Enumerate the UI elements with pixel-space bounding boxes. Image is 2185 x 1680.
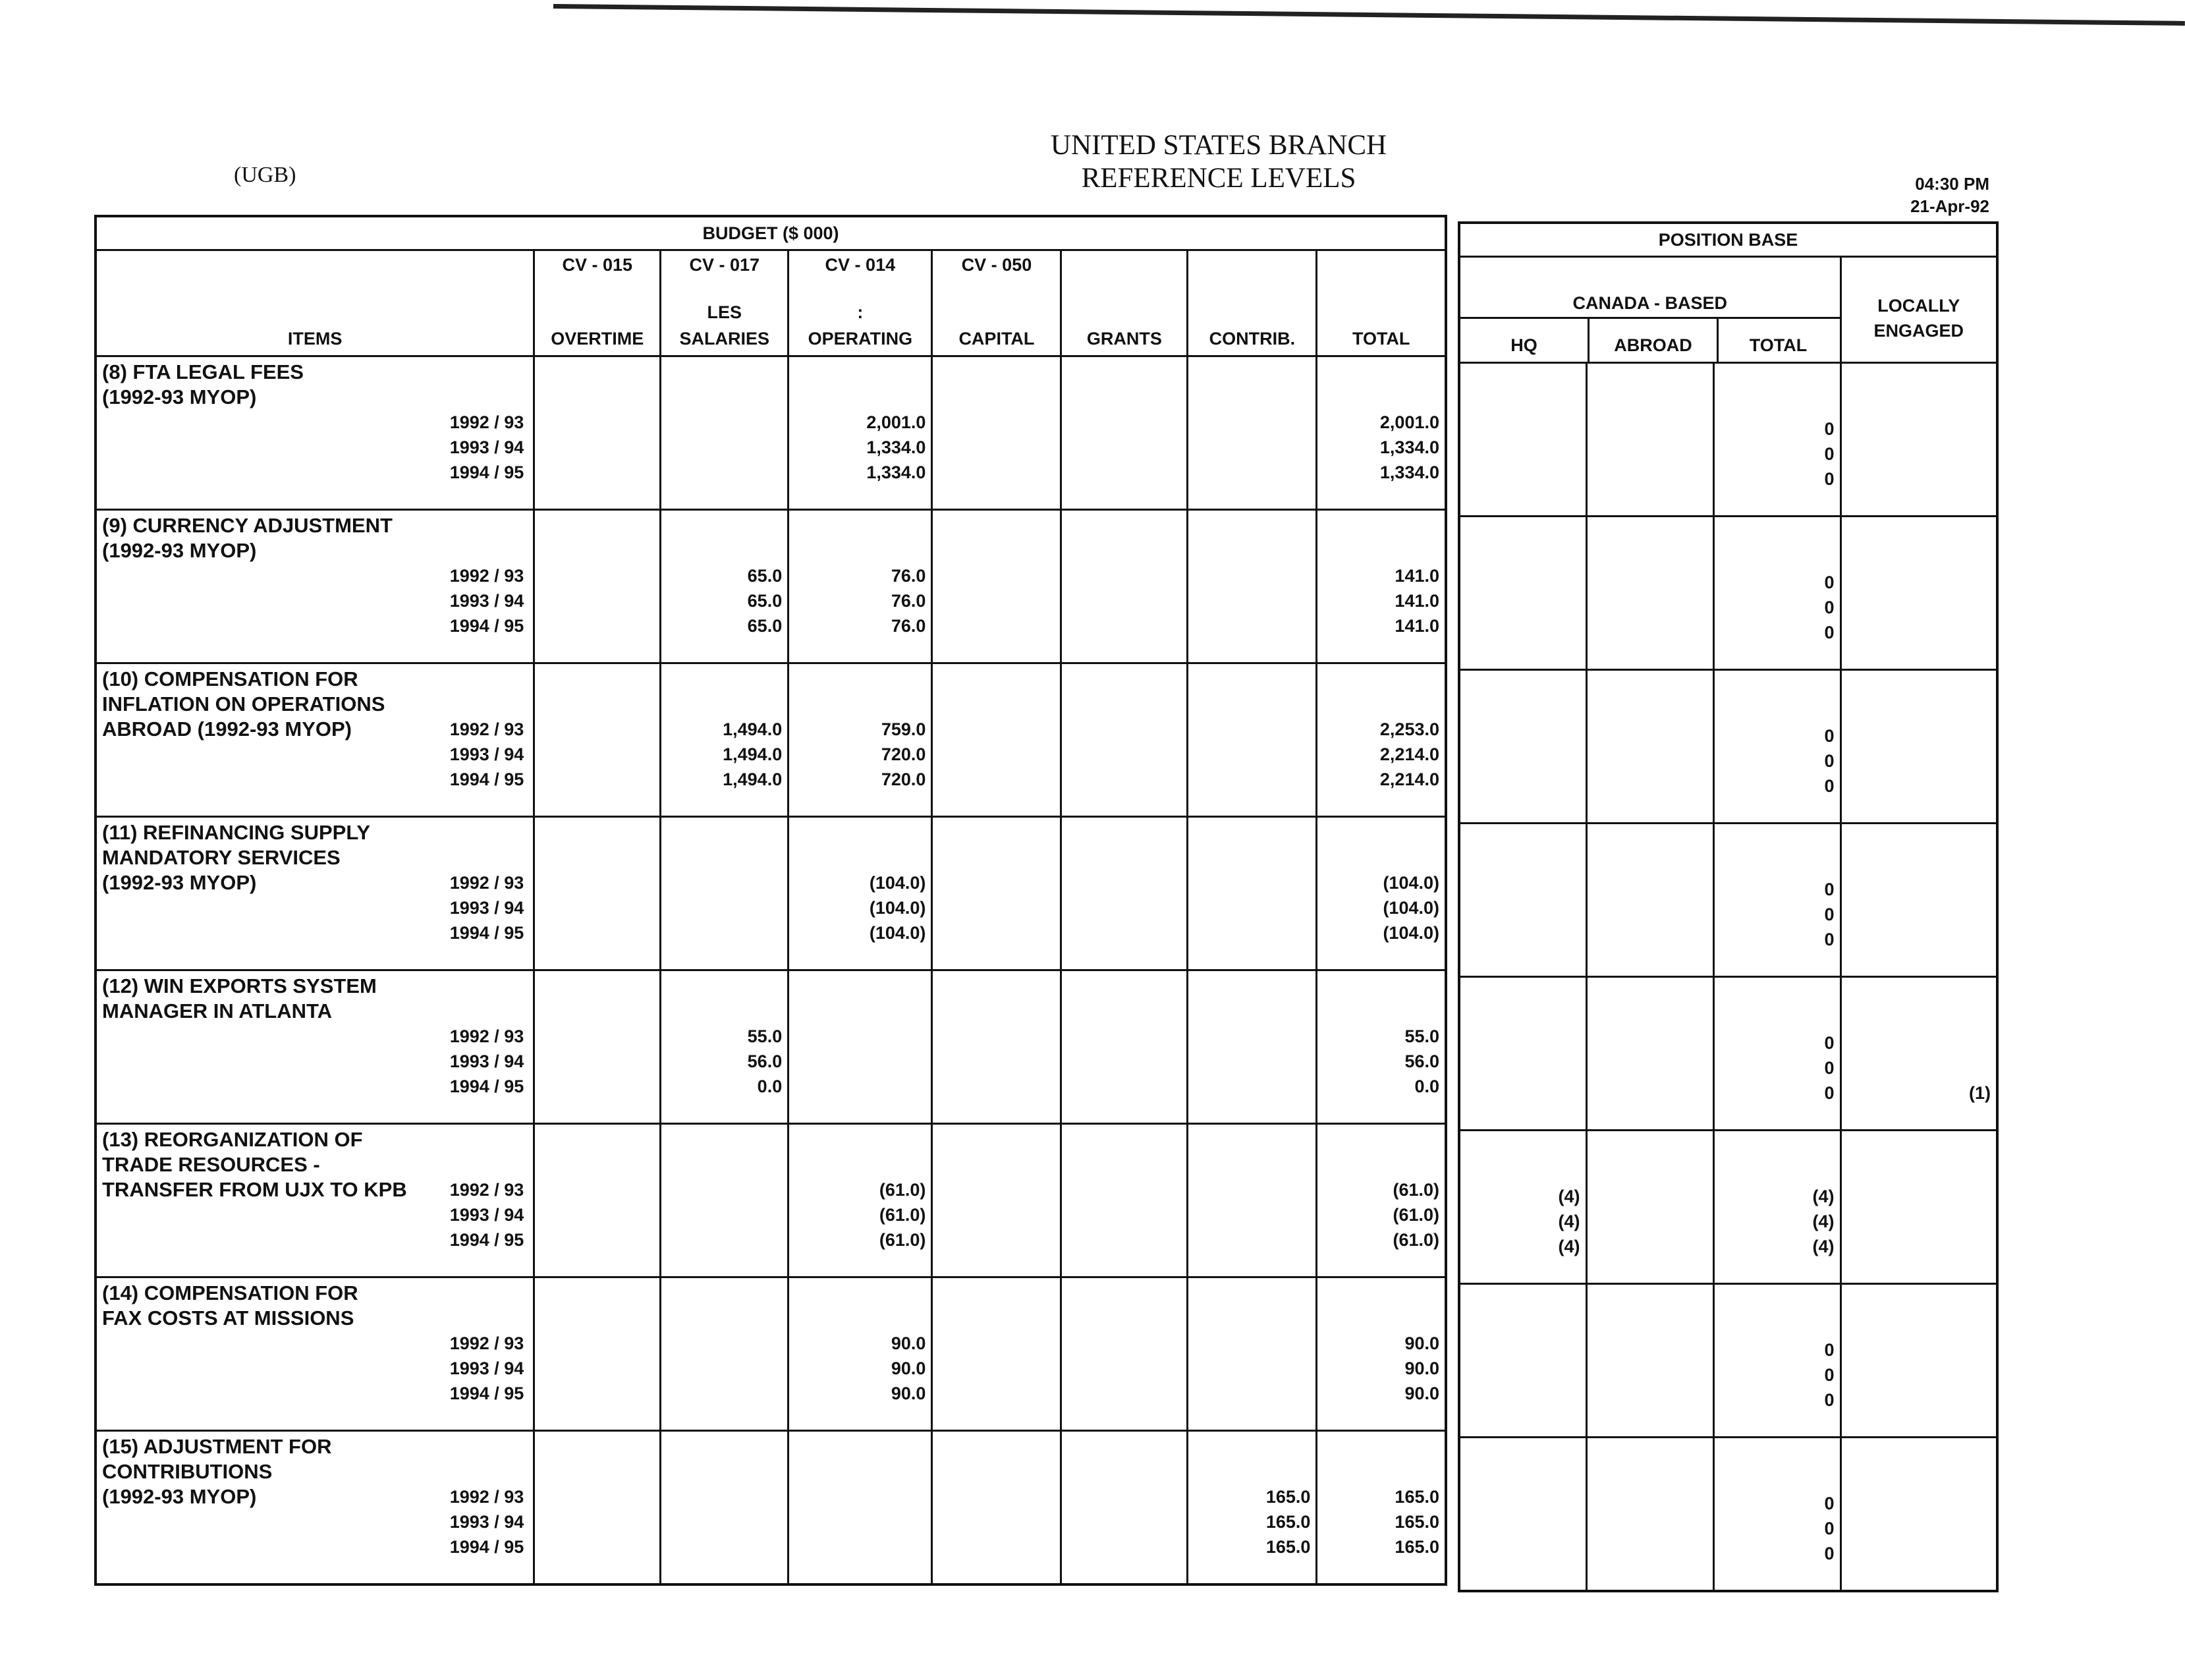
col-label: CAPITAL: [958, 329, 1035, 349]
operating-values: 76.0 76.0 76.0: [891, 566, 926, 636]
locally-values: (1): [1969, 1083, 1991, 1103]
position-section-row: [1459, 670, 1997, 824]
salaries-cell: [661, 1277, 788, 1431]
operating-cell: [788, 817, 932, 970]
budget-section-row: [96, 510, 1446, 663]
budget-section-row: [96, 1431, 1446, 1585]
abroad-cell: [1586, 517, 1713, 670]
total-values: 90.0 90.0 90.0: [1404, 1333, 1439, 1403]
salaries-cell: [661, 356, 788, 510]
budget-section-row: [96, 1277, 1446, 1431]
contrib-cell: [1188, 510, 1317, 663]
overtime-cell: [534, 1277, 661, 1431]
position-section-row: [1459, 824, 1997, 977]
pos-total-values: 0 0 0: [1824, 1033, 1835, 1103]
capital-cell: [932, 663, 1061, 817]
total-values: 2,001.0 1,334.0 1,334.0: [1379, 412, 1439, 482]
item-years: 1992 / 93 1993 / 94 1994 / 95: [449, 1333, 524, 1403]
locally-cell: [1840, 977, 1997, 1131]
hq-cell: [1459, 517, 1586, 670]
locally-cell: [1840, 363, 1997, 517]
salaries-cell: [661, 1124, 788, 1277]
col-header-contrib: [1188, 250, 1317, 356]
item-cell: [96, 817, 534, 970]
item-cell: [96, 1431, 534, 1585]
grants-cell: [1061, 356, 1188, 510]
pos-total-values: 0 0 0: [1824, 1340, 1835, 1410]
operating-values: 90.0 90.0 90.0: [891, 1333, 926, 1403]
capital-cell: [932, 970, 1061, 1124]
item-cell: [96, 1124, 534, 1277]
total-cell: [1317, 970, 1446, 1124]
item-cell: [96, 510, 534, 663]
abroad-cell: [1586, 670, 1713, 824]
budget-section-row: [96, 817, 1446, 970]
grants-cell: [1061, 970, 1188, 1124]
pos-total-cell: [1713, 824, 1840, 977]
overtime-cell: [534, 817, 661, 970]
pos-total-values: 0 0 0: [1824, 726, 1835, 796]
operating-cell: [788, 1277, 932, 1431]
item-label: (13) REORGANIZATION OF TRADE RESOURCES - TRANSFER FROM UJX TO KPB: [102, 1128, 407, 1201]
report-timestamp: [1897, 173, 1989, 217]
col-code: CV - 014: [825, 255, 896, 275]
title-line-2: REFERENCE LEVELS: [1081, 163, 1356, 194]
budget-section-row: [96, 1124, 1446, 1277]
col-header-total: [1317, 250, 1446, 356]
col-mid: :: [857, 302, 864, 322]
operating-cell: [788, 1124, 932, 1277]
position-section-row: [1459, 1284, 1997, 1438]
grants-cell: [1061, 817, 1188, 970]
items-header-label: ITEMS: [287, 329, 343, 349]
budget-title: BUDGET ($ 000): [96, 216, 1446, 250]
overtime-cell: [534, 970, 661, 1124]
col-code: CV - 050: [961, 255, 1032, 275]
hq-cell: [1459, 1131, 1586, 1284]
item-cell: [96, 970, 534, 1124]
total-cell: [1317, 817, 1446, 970]
total-cell: [1317, 356, 1446, 510]
budget-section-row: [96, 663, 1446, 817]
total-values: 55.0 56.0 0.0: [1404, 1026, 1439, 1096]
budget-table: [94, 215, 1447, 1586]
pos-total-cell: [1713, 1131, 1840, 1284]
budget-section-row: [96, 970, 1446, 1124]
pos-total-values: (4) (4) (4): [1812, 1187, 1835, 1256]
contrib-cell: [1188, 663, 1317, 817]
item-cell: [96, 663, 534, 817]
budget-section-row: [96, 356, 1446, 510]
item-years: 1992 / 93 1993 / 94 1994 / 95: [449, 719, 524, 789]
capital-cell: [932, 1124, 1061, 1277]
operating-values: (61.0) (61.0) (61.0): [879, 1180, 926, 1250]
page-title: [949, 129, 1489, 195]
total-values: (104.0) (104.0) (104.0): [1383, 873, 1439, 943]
scan-edge-line: [553, 4, 2185, 26]
item-label: (11) REFINANCING SUPPLY MANDATORY SERVICES (1992-93 MYOP): [102, 821, 371, 894]
contrib-cell: [1188, 1124, 1317, 1277]
pos-total-cell: [1713, 977, 1840, 1131]
pos-total-values: 0 0 0: [1824, 880, 1835, 949]
col-label: OPERATING: [808, 329, 913, 349]
grants-cell: [1061, 1277, 1188, 1431]
abroad-cell: [1586, 824, 1713, 977]
salaries-cell: [661, 1431, 788, 1585]
hq-cell: [1459, 1438, 1586, 1592]
locally-cell: [1840, 670, 1997, 824]
abroad-header-cell: [1588, 318, 1719, 362]
pos-total-values: 0 0 0: [1824, 1494, 1835, 1563]
salaries-values: 1,494.0 1,494.0 1,494.0: [723, 719, 783, 789]
overtime-cell: [534, 663, 661, 817]
abroad-cell: [1586, 1284, 1713, 1438]
salaries-cell: [661, 970, 788, 1124]
operating-values: 2,001.0 1,334.0 1,334.0: [866, 412, 926, 482]
abroad-cell: [1586, 1131, 1713, 1284]
items-header: [96, 250, 534, 356]
total-cell: [1317, 663, 1446, 817]
contrib-cell: [1188, 1431, 1317, 1585]
hq-cell: [1459, 1284, 1586, 1438]
total-cell: [1317, 1277, 1446, 1431]
item-label: (15) ADJUSTMENT FOR CONTRIBUTIONS (1992-93 MYOP): [102, 1435, 332, 1508]
overtime-cell: [534, 510, 661, 663]
grants-cell: [1061, 1124, 1188, 1277]
abroad-cell: [1586, 363, 1713, 517]
col-code: CV - 017: [689, 255, 760, 275]
locally-engaged-header: [1840, 257, 1997, 363]
item-years: 1992 / 93 1993 / 94 1994 / 95: [449, 566, 524, 636]
col-header-overtime: [534, 250, 661, 356]
col-header-capital: [932, 250, 1061, 356]
col-header-salaries: [661, 250, 788, 356]
locally-cell: [1840, 517, 1997, 670]
hq-cell: [1459, 824, 1586, 977]
canada-based-label: CANADA - BASED: [1572, 293, 1727, 313]
salaries-cell: [661, 663, 788, 817]
col-header-operating: [788, 250, 932, 356]
col-mid: LES: [707, 302, 742, 322]
salaries-values: 65.0 65.0 65.0: [747, 566, 783, 636]
grants-cell: [1061, 1431, 1188, 1585]
contrib-cell: [1188, 970, 1317, 1124]
position-section-row: [1459, 517, 1997, 670]
col-label: SALARIES: [679, 329, 769, 349]
abroad-header: ABROAD: [1614, 335, 1692, 355]
item-label: (8) FTA LEGAL FEES (1992-93 MYOP): [102, 360, 304, 408]
total-values: 2,253.0 2,214.0 2,214.0: [1379, 719, 1439, 789]
operating-values: 759.0 720.0 720.0: [881, 719, 926, 789]
grants-cell: [1061, 510, 1188, 663]
total-values: 165.0 165.0 165.0: [1395, 1487, 1439, 1557]
position-base-table: [1458, 221, 1999, 1592]
pos-total-cell: [1713, 1438, 1840, 1592]
item-cell: [96, 356, 534, 510]
total-cell: [1317, 1124, 1446, 1277]
hq-header: HQ: [1510, 335, 1537, 355]
overtime-cell: [534, 1431, 661, 1585]
position-section-row: [1459, 1438, 1997, 1592]
report-time: 04:30 PM: [1915, 174, 1989, 194]
item-years: 1992 / 93 1993 / 94 1994 / 95: [449, 1487, 524, 1557]
operating-cell: [788, 1431, 932, 1585]
position-section-row: [1459, 1131, 1997, 1284]
operating-cell: [788, 663, 932, 817]
overtime-cell: [534, 356, 661, 510]
col-header-grants: [1061, 250, 1188, 356]
canada-based-header: [1459, 257, 1840, 363]
item-label: (10) COMPENSATION FOR INFLATION ON OPERATIONS ABROAD (1992-93 MYOP): [102, 667, 385, 741]
total-cell: [1317, 1431, 1446, 1585]
position-section-row: [1459, 363, 1997, 517]
grants-cell: [1061, 663, 1188, 817]
pos-total-header: TOTAL: [1749, 335, 1808, 355]
abroad-cell: [1586, 1438, 1713, 1592]
col-label: CONTRIB.: [1209, 329, 1296, 349]
item-label: (9) CURRENCY ADJUSTMENT (1992-93 MYOP): [102, 514, 393, 562]
abroad-cell: [1586, 977, 1713, 1131]
locally-cell: [1840, 1131, 1997, 1284]
pos-total-cell: [1713, 517, 1840, 670]
operating-cell: [788, 356, 932, 510]
hq-cell: [1459, 670, 1586, 824]
capital-cell: [932, 1431, 1061, 1585]
hq-cell: [1459, 977, 1586, 1131]
item-label: (12) WIN EXPORTS SYSTEM MANAGER IN ATLANTA: [102, 974, 377, 1022]
salaries-cell: [661, 817, 788, 970]
contrib-cell: [1188, 356, 1317, 510]
item-years: 1992 / 93 1993 / 94 1994 / 95: [449, 1026, 524, 1096]
col-code: CV - 015: [562, 255, 633, 275]
position-section-row: [1459, 977, 1997, 1131]
salaries-cell: [661, 510, 788, 663]
salaries-values: 55.0 56.0 0.0: [747, 1026, 783, 1096]
overtime-cell: [534, 1124, 661, 1277]
total-cell: [1317, 510, 1446, 663]
item-label: (14) COMPENSATION FOR FAX COSTS AT MISSIONS: [102, 1281, 358, 1330]
total-values: 141.0 141.0 141.0: [1395, 566, 1439, 636]
hq-values: (4) (4) (4): [1558, 1187, 1580, 1256]
branch-code: (UGB): [234, 163, 296, 187]
col-label: GRANTS: [1086, 329, 1162, 349]
report-date: 21-Apr-92: [1910, 196, 1989, 216]
locally-cell: [1840, 1284, 1997, 1438]
item-years: 1992 / 93 1993 / 94 1994 / 95: [449, 412, 524, 482]
item-years: 1992 / 93 1993 / 94 1994 / 95: [449, 1180, 524, 1250]
pos-total-cell: [1713, 363, 1840, 517]
col-label: OVERTIME: [551, 329, 644, 349]
title-line-1: UNITED STATES BRANCH: [1050, 130, 1387, 161]
capital-cell: [932, 1277, 1061, 1431]
operating-values: (104.0) (104.0) (104.0): [869, 873, 926, 943]
operating-cell: [788, 510, 932, 663]
pos-total-values: 0 0 0: [1824, 419, 1835, 489]
locally-cell: [1840, 1438, 1997, 1592]
item-cell: [96, 1277, 534, 1431]
contrib-values: 165.0 165.0 165.0: [1265, 1487, 1311, 1557]
capital-cell: [932, 510, 1061, 663]
pos-total-cell: [1713, 1284, 1840, 1438]
item-years: 1992 / 93 1993 / 94 1994 / 95: [449, 873, 524, 943]
locally-engaged-label: LOCALLY ENGAGED: [1873, 296, 1964, 341]
contrib-cell: [1188, 817, 1317, 970]
contrib-cell: [1188, 1277, 1317, 1431]
total-values: (61.0) (61.0) (61.0): [1393, 1180, 1439, 1250]
position-base-title: POSITION BASE: [1459, 223, 1997, 257]
pos-total-values: 0 0 0: [1824, 573, 1835, 642]
locally-cell: [1840, 824, 1997, 977]
operating-cell: [788, 970, 932, 1124]
capital-cell: [932, 817, 1061, 970]
capital-cell: [932, 356, 1061, 510]
pos-total-cell: [1713, 670, 1840, 824]
col-label: TOTAL: [1352, 329, 1410, 349]
hq-cell: [1459, 363, 1586, 517]
